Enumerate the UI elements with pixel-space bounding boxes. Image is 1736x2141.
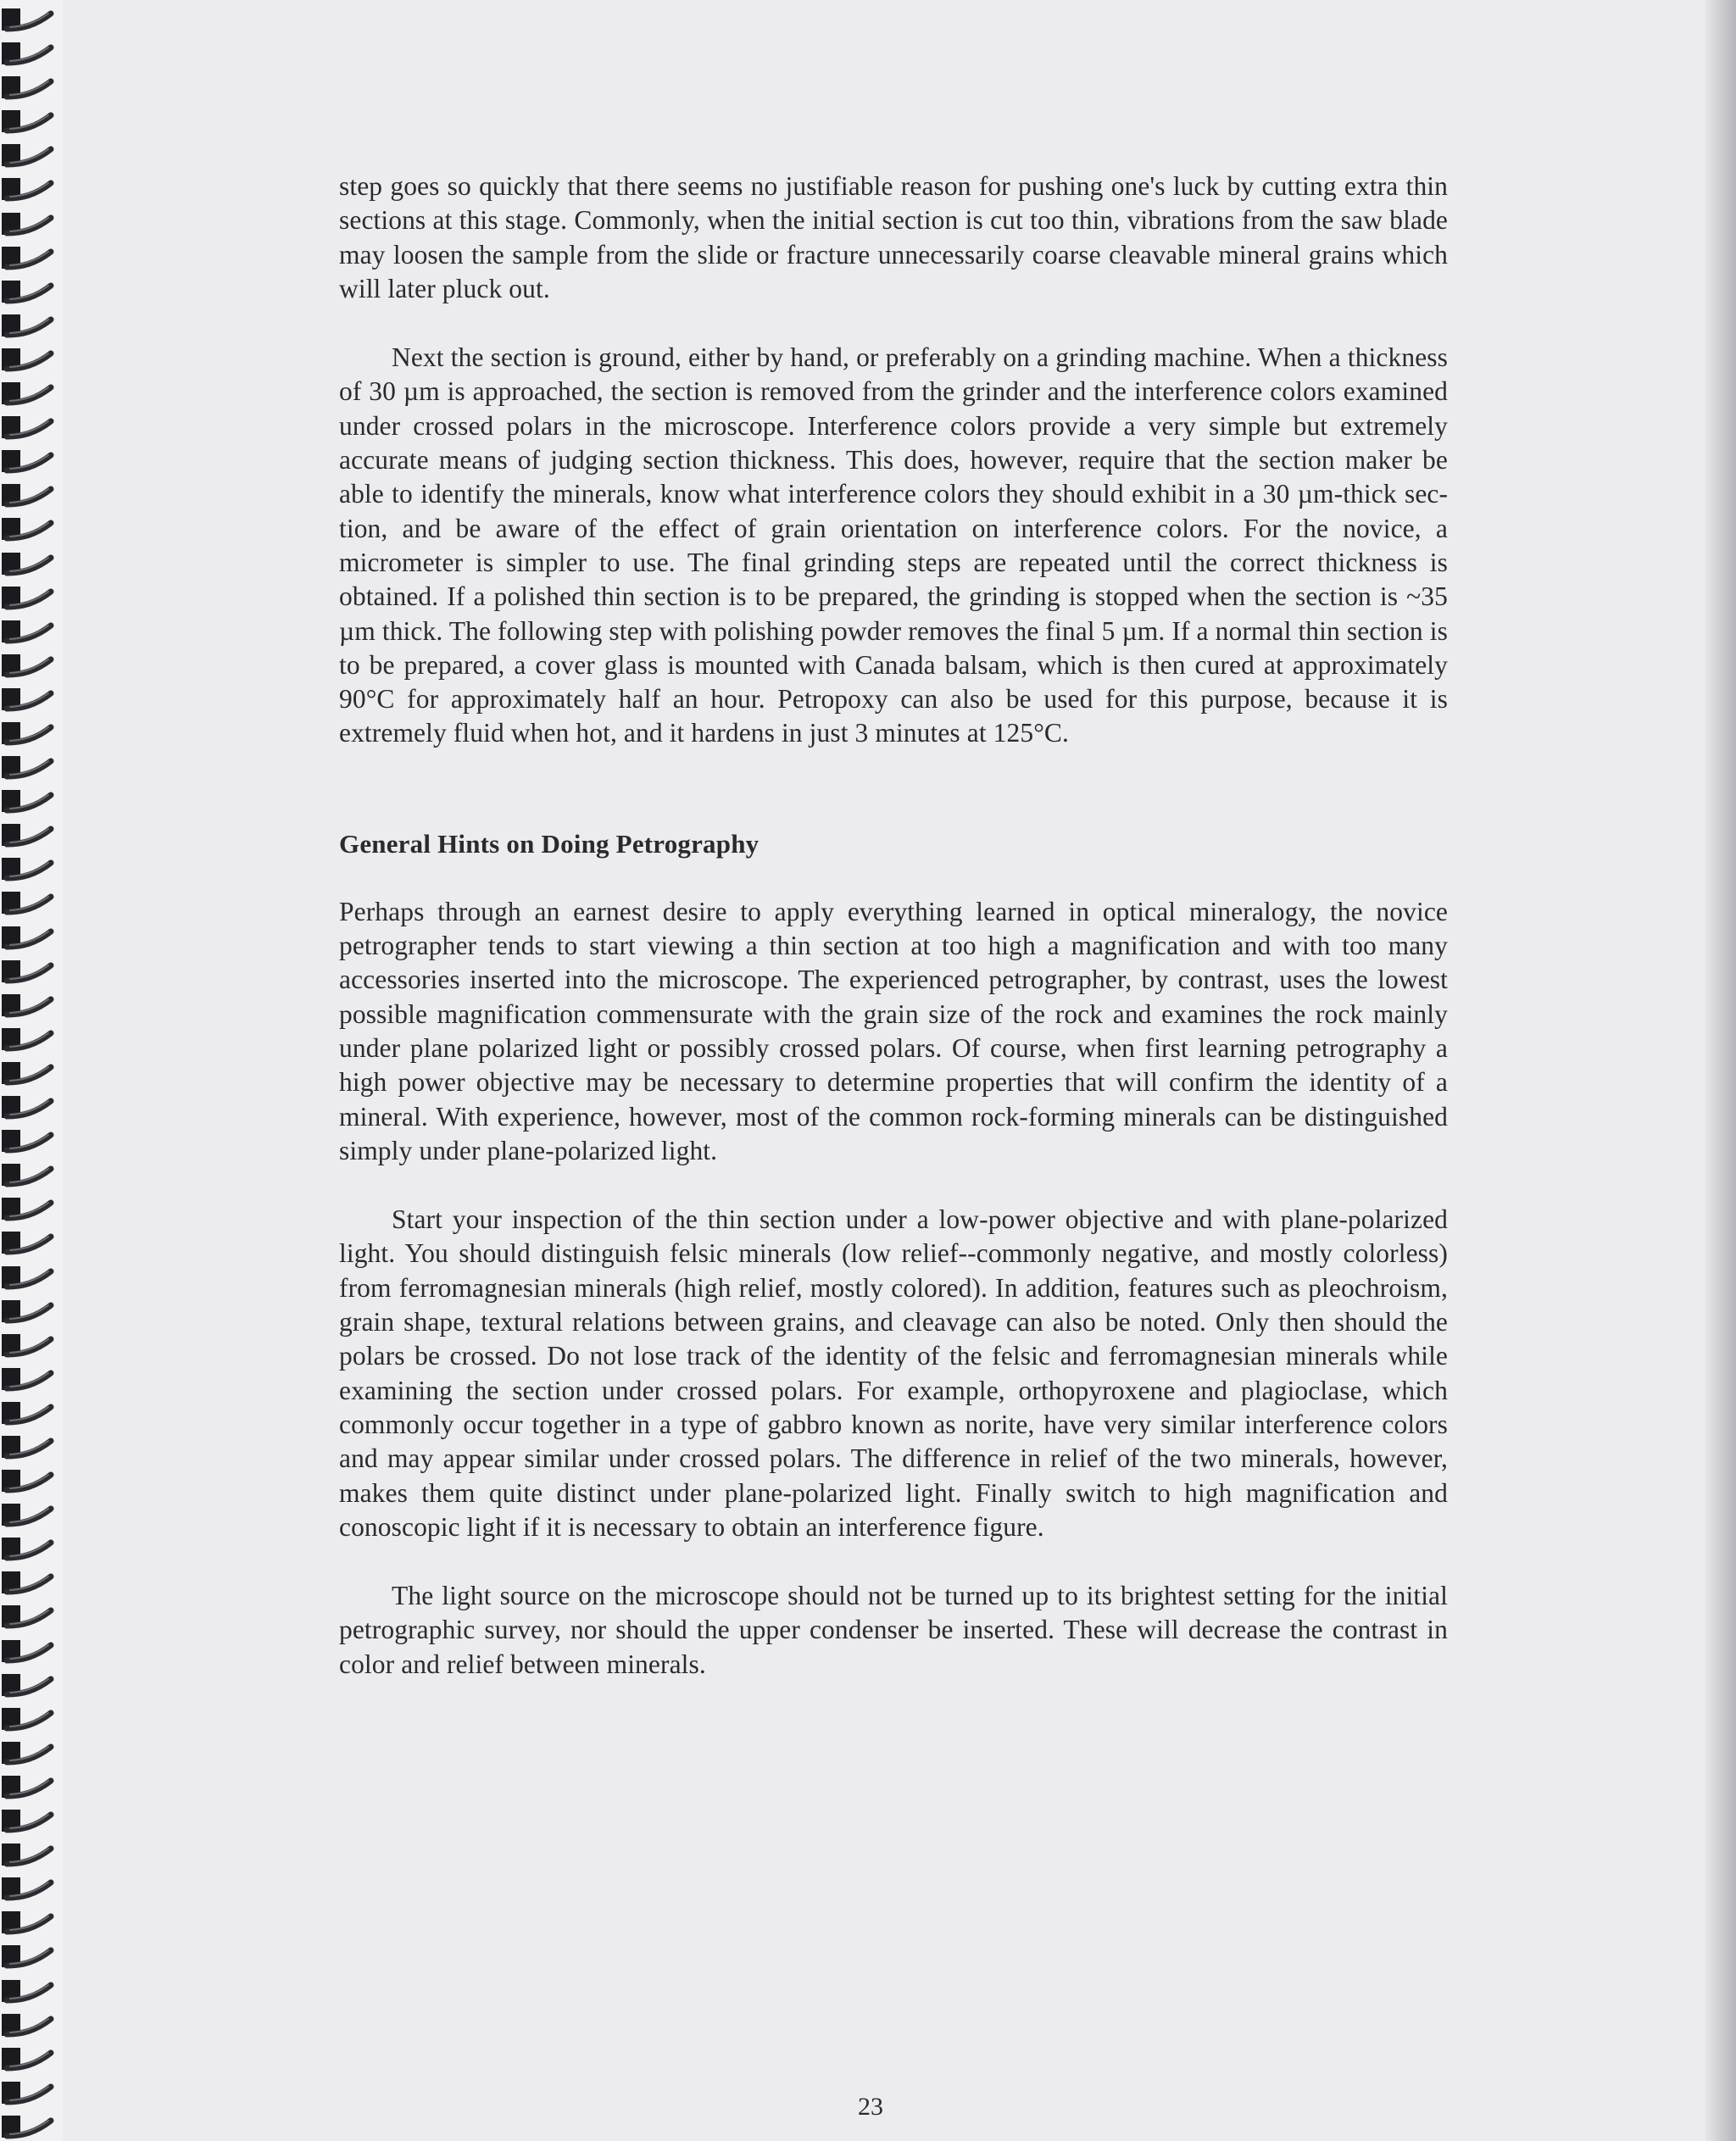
binding-coil-icon	[2, 649, 58, 683]
binding-coil-icon	[2, 1703, 58, 1737]
binding-coil-icon	[2, 1091, 58, 1125]
binding-coil-icon	[2, 1635, 58, 1669]
binding-coil-icon	[2, 1363, 58, 1397]
binding-coil-icon	[2, 1600, 58, 1634]
binding-coil-icon	[2, 717, 58, 751]
binding-coil-icon	[2, 853, 58, 887]
paragraph-inspection: Start your inspection of the thin section under a low-power objective and with plane-polarized light. You should distinguish felsic minerals (low relief--commonly negative, and mostly colorless) from ferromagnesian minerals (high relief, mostly colored). In addition, features such as pleochroism, grain shape, textural relations between grains, and cleavage can also be noted. Only then should the polars be crossed. Do not lose track of the identity of the felsic and ferromagnesian minerals while examining the section under crossed polars. For example, orthopyroxene and plagioclase, which commonly occur together in a type of gabbro known as norite, have very similar interference colors and may appear similar under crossed polars. The difference in relief of the two minerals, however, makes them quite distinct under plane-polarized light. Finally switch to high magnification and conoscopic light if it is necessary to obtain an interference figure.	[339, 1204, 1448, 1542]
binding-coil-icon	[2, 139, 58, 173]
binding-coil-icon	[2, 1669, 58, 1703]
binding-coil-icon	[2, 751, 58, 785]
binding-coil-icon	[2, 1838, 58, 1872]
binding-coil-icon	[2, 1159, 58, 1193]
binding-coil-icon	[2, 2110, 58, 2141]
binding-coil-icon	[2, 615, 58, 649]
binding-coil-icon	[2, 2077, 58, 2110]
binding-coil-icon	[2, 208, 58, 242]
binding-coil-icon	[2, 275, 58, 309]
binding-coil-icon	[2, 1125, 58, 1159]
binding-coil-icon	[2, 1975, 58, 2009]
binding-coil-icon	[2, 1532, 58, 1566]
binding-coil-icon	[2, 2009, 58, 2043]
section-heading: General Hints on Doing Petrography	[339, 828, 760, 859]
binding-coil-icon	[2, 1805, 58, 1838]
binding-coil-icon	[2, 71, 58, 105]
paragraph-magnification: Perhaps through an earnest desire to apply everything learned in optical mineralogy, the novice petrographer tends to start viewing a thin section at too high a magnification and with too many accessories inserted into the microscope. The experienced petrographer, by contrast, uses the lowest possible magnification commensurate with the grain size of the rock and examines the rock mainly under plane polarized light or possibly crossed polars. Of course, when first learning petrography a high power objective may be necessary to determine properties that will confirm the identity of a mineral. With experience, however, most of the common rock-forming minerals can be distinguished simply under plane-polarized light.	[339, 896, 1448, 1165]
binding-coil-icon	[2, 548, 58, 581]
binding-coil-icon	[2, 887, 58, 920]
binding-coil-icon	[2, 1397, 58, 1431]
binding-coil-icon	[2, 785, 58, 819]
binding-coil-icon	[2, 479, 58, 513]
binding-coil-icon	[2, 1737, 58, 1771]
binding-coil-icon	[2, 377, 58, 411]
binding-coil-icon	[2, 3, 58, 37]
spiral-binding	[0, 0, 63, 2141]
binding-coil-icon	[2, 819, 58, 853]
binding-coil-icon	[2, 1261, 58, 1295]
binding-coil-icon	[2, 105, 58, 139]
binding-coil-icon	[2, 1872, 58, 1906]
binding-coil-icon	[2, 683, 58, 717]
binding-coil-icon	[2, 445, 58, 479]
binding-coil-icon	[2, 1295, 58, 1329]
page-body	[339, 170, 1448, 1682]
binding-coil-icon	[2, 411, 58, 445]
binding-coil-icon	[2, 1057, 58, 1091]
binding-coil-icon	[2, 581, 58, 615]
binding-coil-icon	[2, 1566, 58, 1600]
binding-coil-icon	[2, 955, 58, 989]
binding-coil-icon	[2, 1940, 58, 1974]
paragraph-section-grinding: Next the section is ground, either by hand, or preferably on a grinding machine. When a thickness of 30 µm is approached, the section is removed from the grinder and the interference colors examined under crossed polars in the microscope. Interference colors provide a very simple but extremely accurate means of judging section thickness. This does, however, require that the section maker be able to identify the minerals, know what interference colors they should exhibit in a 30 µm-thick section, and be aware of the effect of grain orientation on interference colors. For the novice, a micrometer is simpler to use. The final grinding steps are repeated until the correct thickness is obtained. If a polished thin section is to be prepared, the grinding is stopped when the section is ~35 µm thick. The following step with polishing powder removes the final 5 µm. If a normal thin section is to be prepared, a cover glass is mounted with Canada balsam, which is then cured at approximately 90°C for approximately half an hour. Petropoxy can also be used for this purpose, because it is extremely fluid when hot, and it hardens in just 3 minutes at 125°C.	[339, 342, 1448, 748]
binding-coil-icon	[2, 989, 58, 1023]
binding-coil-icon	[2, 1193, 58, 1226]
binding-coil-icon	[2, 242, 58, 275]
paragraph-continued: step goes so quickly that there seems no justifiable reason for pushing one's luck by cutting extra thin sections at this stage. Commonly, when the initial section is cut too thin, vibrations from the saw blade may loosen the sample from the slide or fracture unnecessarily coarse cleavable mineral grains which will later pluck out.	[339, 171, 1448, 303]
binding-coil-icon	[2, 343, 58, 377]
binding-coil-icon	[2, 1499, 58, 1532]
binding-coil-icon	[2, 37, 58, 71]
binding-coil-icon	[2, 2043, 58, 2077]
binding-coil-icon	[2, 1771, 58, 1805]
binding-coil-icon	[2, 1906, 58, 1940]
binding-coil-icon	[2, 1465, 58, 1499]
binding-coil-icon	[2, 921, 58, 955]
binding-coil-icon	[2, 1431, 58, 1465]
binding-coil-icon	[2, 1226, 58, 1260]
page-number: 23	[858, 2093, 883, 2121]
binding-coil-icon	[2, 513, 58, 547]
binding-coil-icon	[2, 1023, 58, 1057]
binding-coil-icon	[2, 309, 58, 343]
paragraph-light-source: The light source on the microscope should not be turned up to its brightest setting for the initial petrographic survey, nor should the upper condenser be inserted. These will decrease the contrast in color and relief between minerals.	[339, 1581, 1448, 1679]
binding-coil-icon	[2, 1329, 58, 1363]
binding-coil-icon	[2, 173, 58, 207]
page-edge-shadow	[1705, 0, 1736, 2141]
